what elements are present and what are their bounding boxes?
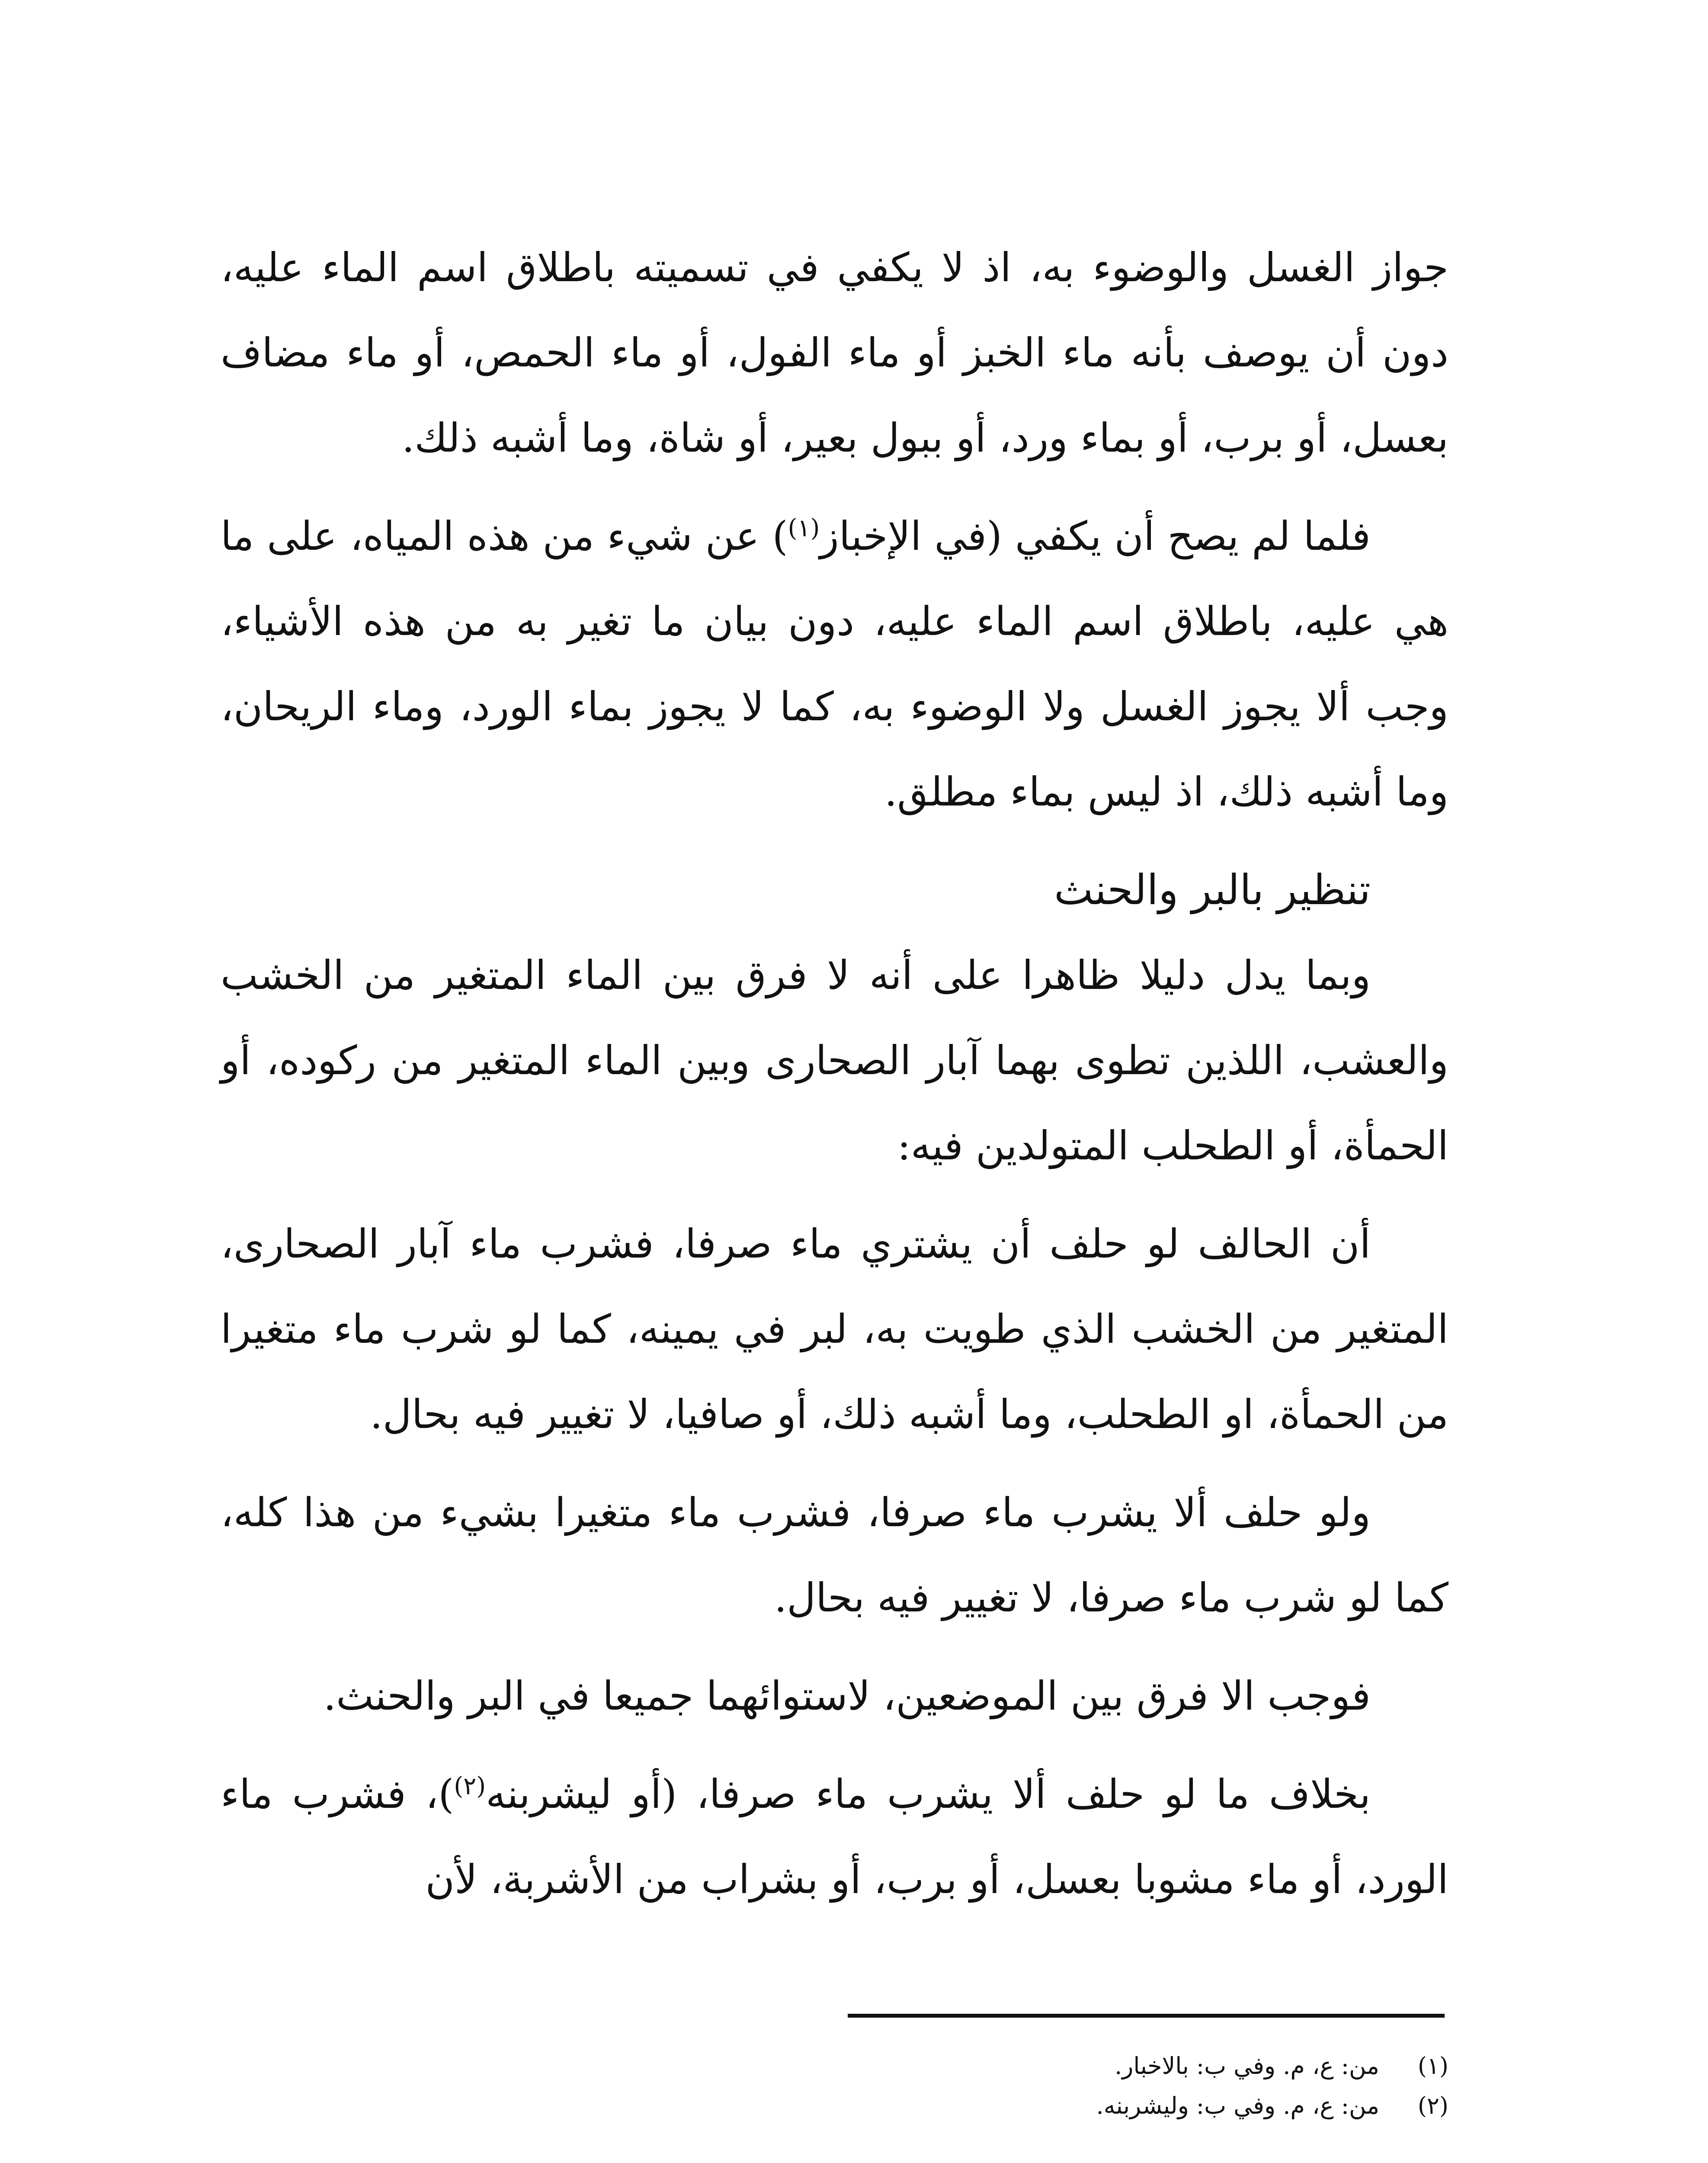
footnote-separator [848,2014,1445,2018]
footnote-text: من: ع، م. وفي ب: بالاخبار. [1115,2052,1379,2080]
footnote-ref-2[interactable]: (٢) [454,1772,486,1800]
main-text [221,225,1448,1935]
paragraph-7 [221,1752,1448,1922]
paragraph-5: ولو حلف ألا يشرب ماء صرفا، فشرب ماء متغيرا بشيء من هذا كله، كما لو شرب ماء صرفا، لا تغيير فيه بحال. [221,1489,1448,1621]
paragraph-7-start: بخلاف ما لو حلف ألا يشرب ماء صرفا، (أو ليشربنه [486,1771,1371,1817]
paragraph-2-start: فلما لم يصح أن يكفي (في الإخباز [820,513,1371,559]
paragraph-6: فوجب الا فرق بين الموضعين، لاستوائهما جميعا في البر والحنث. [323,1673,1371,1719]
paragraph-7-end: )، فشرب ماء الورد، أو ماء مشوبا بعسل، أو برب، أو بشراب من الأشربة، لأن [221,1771,1448,1903]
paragraph-2-end: ) عن شيء من هذه المياه، على ما هي عليه، باطلاق اسم الماء عليه، دون بيان ما تغير به من هذه الأشياء، وجب ألا يجوز الغسل ولا الوضوء به، كما لا يجوز بماء الورد، وماء الريحان، وما أشبه ذلك، اذ ليس بماء مطلق. [221,513,1448,815]
footnote-text: من: ع، م. وفي ب: وليشربنه. [1096,2092,1379,2119]
paragraph-4: أن الحالف لو حلف أن يشتري ماء صرفا، فشرب ماء آبار الصحارى، المتغير من الخشب الذي طويت به، لبر في يمينه، كما لو شرب ماء متغيرا من الحمأة، او الطحلب، وما أشبه ذلك، أو صافيا، لا تغيير فيه بحال. [221,1221,1448,1438]
paragraph-2 [221,494,1448,834]
section-heading: تنظير بالبر والحنث [1054,866,1371,914]
footnote-ref-1[interactable]: (١) [788,514,820,542]
paragraph-1: جواز الغسل والوضوء به، اذ لا يكفي في تسميته باطلاق اسم الماء عليه، دون أن يوصف بأنه ماء الخبز أو ماء الفول، أو ماء الحمص، أو ماء مضاف بعسل، أو برب، أو بماء ورد، أو ببول بعير، أو شاة، وما أشبه ذلك. [221,244,1448,461]
footnote-number: (١) [1417,2052,1448,2080]
footnote-1 [822,2046,1448,2086]
footnotes [822,2046,1448,2126]
footnote-2 [822,2086,1448,2126]
footnote-number: (٢) [1417,2092,1448,2119]
paragraph-3: وبما يدل دليلا ظاهرا على أنه لا فرق بين الماء المتغير من الخشب والعشب، اللذين تطوى بهما آبار الصحارى وبين الماء المتغير من ركوده، أو الحمأة، أو الطحلب المتولدين فيه: [221,952,1448,1169]
